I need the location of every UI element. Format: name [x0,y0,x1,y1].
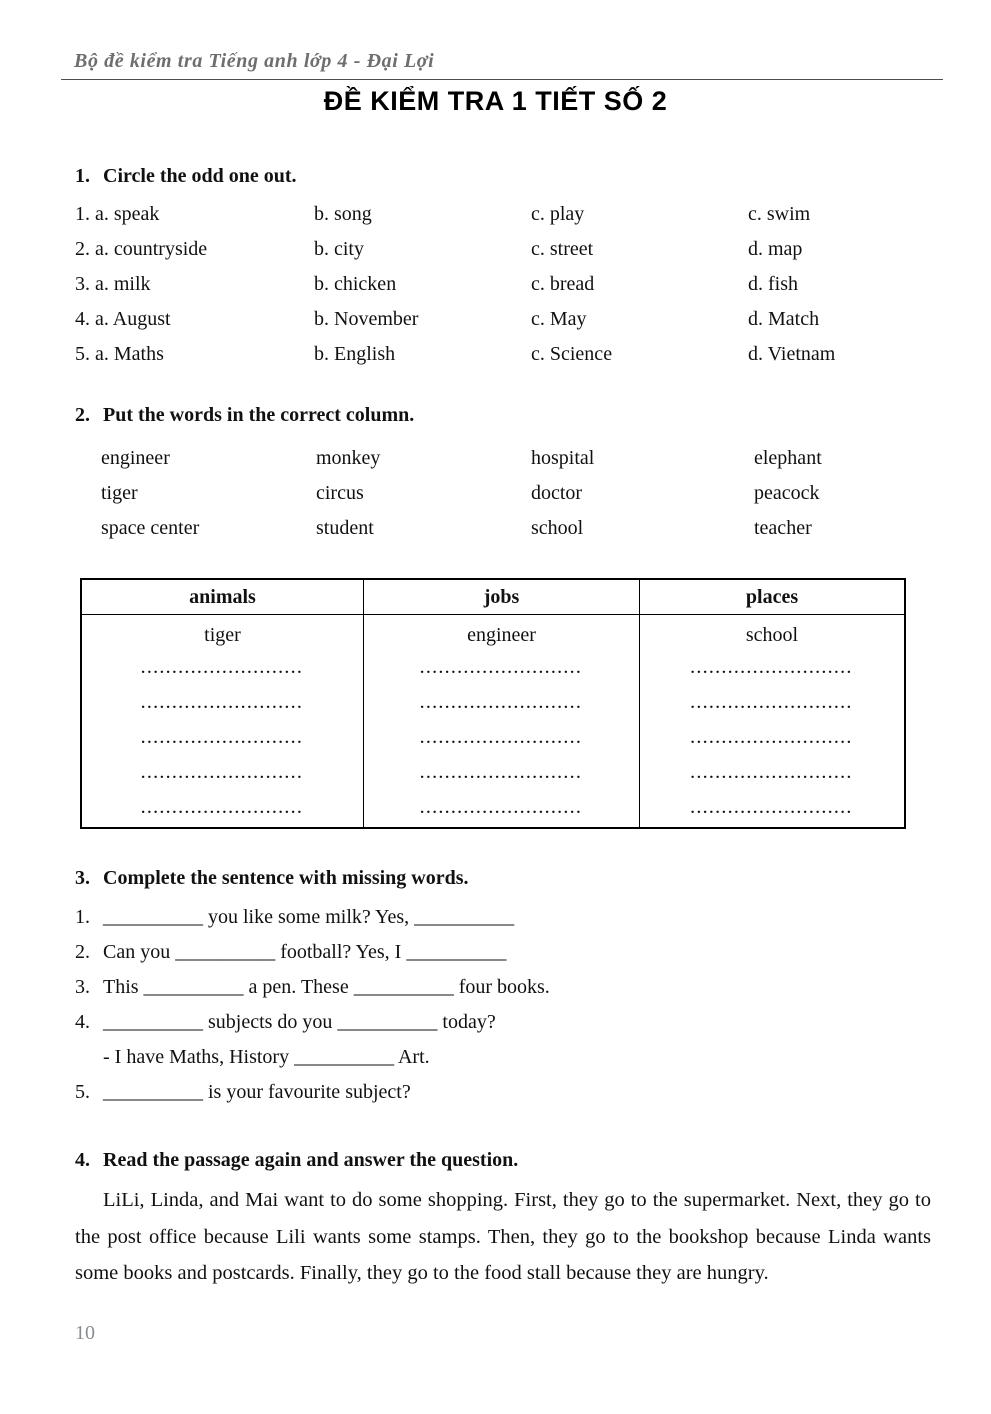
option-cell: 5. a. Maths [75,343,164,365]
item-text: __________ subjects do you __________ today? [103,1011,496,1033]
word: doctor [531,482,583,504]
item-number: 2. [75,941,90,963]
answer-blank: .......................... [690,696,854,712]
page-header [61,50,943,80]
option-cell: b. city [314,238,364,260]
odd-one-out-row [75,307,931,342]
section3-heading-text: Complete the sentence with missing words. [103,867,469,889]
answer-blank: .......................... [690,731,854,747]
odd-one-out-row [75,237,931,272]
word-bank [75,446,931,551]
table-header-row [81,579,905,615]
section-complete-sentence [75,866,931,1115]
fill-in-item-continuation [75,1045,931,1080]
odd-one-out-row [75,202,931,237]
places-cell [640,615,906,829]
answer-blank: .......................... [420,696,583,712]
fill-in-item [75,975,931,1010]
classification-table [80,578,906,829]
option-cell: 3. a. milk [75,273,151,295]
word: student [316,517,374,539]
section2-heading [75,403,931,427]
section-correct-column [75,403,931,551]
option-cell: b. chicken [314,273,397,295]
option-cell: b. November [314,308,419,330]
answer-blank: .......................... [141,731,304,747]
answer-blank: .......................... [690,661,854,677]
word: space center [101,517,200,539]
option-cell: d. fish [748,273,798,295]
word: school [531,517,584,539]
page-number: 10 [75,1322,95,1344]
option-cell: c. play [531,203,585,225]
word: elephant [754,447,822,469]
option-cell: d. Vietnam [748,343,836,365]
word: engineer [101,447,170,469]
answer-blank: .......................... [141,801,304,817]
option-cell: b. song [314,203,372,225]
option-cell: c. Science [531,343,613,365]
booklet-title: Bộ đề kiểm tra Tiếng anh lớp 4 - Đại Lợi [74,50,435,72]
odd-one-out-row [75,342,931,377]
section-circle-odd-one-out [75,164,931,377]
word-bank-row [101,446,931,481]
column-header-animals: animals [81,579,364,615]
option-cell: 1. a. speak [75,203,160,225]
section3-heading [75,866,931,890]
fill-in-item [75,1010,931,1045]
answer-blank: .......................... [420,766,583,782]
example-answer: tiger [204,624,241,646]
item-text: - I have Maths, History __________ Art. [103,1046,430,1068]
option-cell: c. street [531,238,594,260]
item-number: 1. [75,906,90,928]
fill-in-item [75,1080,931,1115]
section3-number: 3. [75,867,90,889]
word-bank-row [101,481,931,516]
column-header-places: places [640,579,906,615]
item-number: 3. [75,976,90,998]
page-title: ĐỀ KIỂM TRA 1 TIẾT SỐ 2 [323,86,668,116]
section1-number: 1. [75,165,90,187]
answer-blank: .......................... [141,696,304,712]
answer-blank: .......................... [141,766,304,782]
jobs-cell [364,615,640,829]
fill-in-items [75,905,931,1115]
answer-blank: .......................... [690,801,854,817]
section4-heading-text: Read the passage again and answer the question. [103,1149,519,1171]
word-bank-row [101,516,931,551]
item-text: __________ is your favourite subject? [103,1081,411,1103]
answer-blank: .......................... [420,801,583,817]
fill-in-item [75,905,931,940]
item-number: 5. [75,1081,90,1103]
option-cell: c. bread [531,273,595,295]
option-cell: b. English [314,343,396,365]
word: circus [316,482,364,504]
example-answer: school [745,624,799,646]
reading-passage: LiLi, Linda, and Mai want to do some shopping. First, they go to the supermarket. Next, they go to the post office because Lili wants some stamps. Then, they go to the bookshop because Linda wants some books and postcards. Finally, they go to the food stall because they are hungry. [75,1189,931,1284]
example-answer: engineer [467,624,536,646]
option-cell: d. Match [748,308,820,330]
option-cell: 4. a. August [75,308,171,330]
word: monkey [316,447,381,469]
section4-heading [75,1148,931,1172]
animals-cell [81,615,364,829]
option-cell: c. swim [748,203,811,225]
column-header-jobs: jobs [364,579,640,615]
item-text: This __________ a pen. These __________ four books. [103,976,550,998]
answer-blank: .......................... [420,661,583,677]
option-cell: c. May [531,308,587,330]
option-cell: d. map [748,238,803,260]
section2-heading-text: Put the words in the correct column. [103,404,415,426]
answer-blank: .......................... [141,661,304,677]
item-text: __________ you like some milk? Yes, __________ [103,906,515,928]
section-reading-passage [75,1148,931,1292]
fill-in-item [75,940,931,975]
odd-one-out-row [75,272,931,307]
word: hospital [531,447,595,469]
word: teacher [754,517,812,539]
table-body-row [81,615,905,829]
section2-number: 2. [75,404,90,426]
answer-blank: .......................... [690,766,854,782]
section1-heading [75,164,931,188]
item-number: 4. [75,1011,90,1033]
section1-heading-text: Circle the odd one out. [103,165,297,187]
item-text: Can you __________ football? Yes, I __________ [103,941,507,963]
option-cell: 2. a. countryside [75,238,208,260]
word: tiger [101,482,138,504]
section4-number: 4. [75,1149,90,1171]
odd-one-out-rows [75,202,931,377]
item-number [75,1045,103,1080]
answer-blank: .......................... [420,731,583,747]
word: peacock [754,482,820,504]
